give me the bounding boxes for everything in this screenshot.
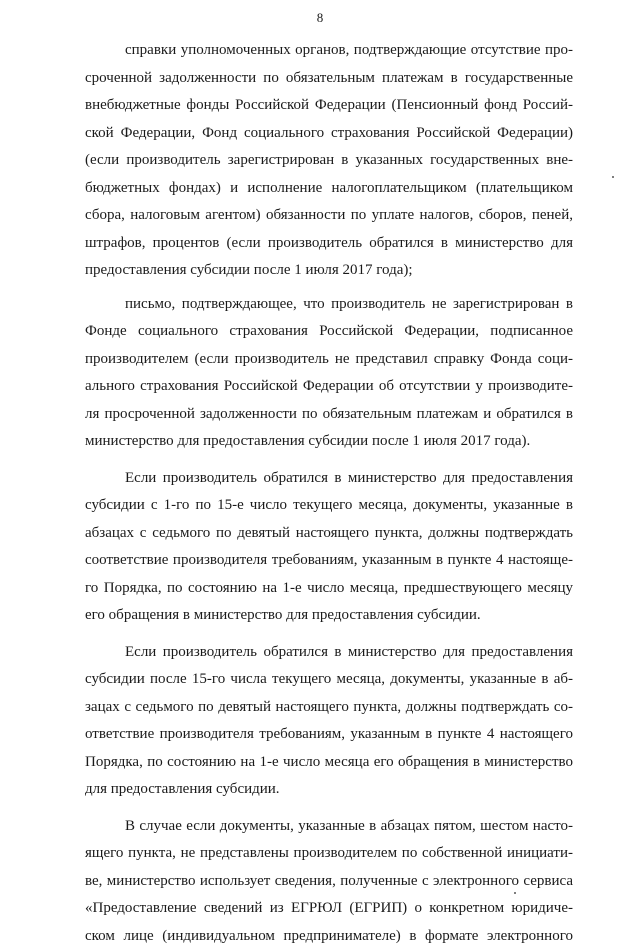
text-line: Порядка, по состоянию на 1-е число месяца его обращения в министерство bbox=[85, 749, 573, 777]
text-line: «Предоставление сведений из ЕГРЮЛ (ЕГРИП) о конкретном юридиче- bbox=[85, 895, 573, 923]
text-line: зацах с седьмого по девятый настоящего пункта, должны подтверждать со- bbox=[85, 694, 573, 722]
text-line: сбора, налоговым агентом) обязанности по уплате налогов, сборов, пеней, bbox=[85, 202, 573, 230]
text-line: В случае если документы, указанные в абзацах пятом, шестом насто- bbox=[85, 813, 573, 841]
text-line: штрафов, процентов (если производитель обратился в министерство для bbox=[85, 230, 573, 258]
paragraph-egrul bbox=[85, 813, 573, 950]
text-line: письмо, подтверждающее, что производитель не зарегистрирован в bbox=[85, 291, 573, 319]
paragraph-certificates bbox=[85, 37, 573, 285]
text-line: для предоставления субсидии. bbox=[85, 776, 573, 804]
text-line: (если производитель зарегистрирован в указанных государственных вне- bbox=[85, 147, 573, 175]
text-line: субсидии после 15-го числа текущего месяца, документы, указанные в аб- bbox=[85, 666, 573, 694]
document-body bbox=[85, 37, 573, 950]
text-line: сроченной задолженности по обязательным платежам в государственные bbox=[85, 65, 573, 93]
paragraph-letter bbox=[85, 291, 573, 456]
text-line: его обращения в министерство для предоставления субсидии. bbox=[85, 602, 573, 630]
text-line: министерство для предоставления субсидии после 1 июля 2017 года). bbox=[85, 428, 573, 456]
text-line: Если производитель обратился в министерство для предоставления bbox=[85, 639, 573, 667]
text-line: производителем (если производитель не представил справку Фонда соци- bbox=[85, 346, 573, 374]
paragraph-late-month bbox=[85, 639, 573, 804]
text-line: соответствие производителя требованиям, указанным в пункте 4 настояще- bbox=[85, 547, 573, 575]
paragraph-early-month bbox=[85, 465, 573, 630]
text-line: го Порядка, по состоянию на 1-е число месяца, предшествующего месяцу bbox=[85, 575, 573, 603]
text-line: внебюджетные фонды Российской Федерации (Пенсионный фонд Россий- bbox=[85, 92, 573, 120]
text-line: Фонде социального страхования Российской Федерации, подписанное bbox=[85, 318, 573, 346]
page-number: 8 bbox=[0, 10, 640, 26]
text-line: ля просроченной задолженности по обязательным платежам и обратился в bbox=[85, 401, 573, 429]
text-line: субсидии с 1-го по 15-е число текущего месяца, документы, указанные в bbox=[85, 492, 573, 520]
scan-speck bbox=[612, 176, 614, 178]
text-line: ве, министерство использует сведения, полученные с электронного сервиса bbox=[85, 868, 573, 896]
text-line: ской Федерации, Фонд социального страхования Российской Федерации) bbox=[85, 120, 573, 148]
scan-speck bbox=[514, 892, 516, 894]
text-line: ответствие производителя требованиям, указанным в пункте 4 настоящего bbox=[85, 721, 573, 749]
text-line: бюджетных фондах) и исполнение налогоплательщиком (плательщиком bbox=[85, 175, 573, 203]
text-line: абзацах с седьмого по девятый настоящего пункта, должны подтверждать bbox=[85, 520, 573, 548]
text-line: ального страхования Российской Федерации об отсутствии у производите- bbox=[85, 373, 573, 401]
text-line: ском лице (индивидуальном предпринимателе) в формате электронного bbox=[85, 923, 573, 950]
text-line: Если производитель обратился в министерство для предоставления bbox=[85, 465, 573, 493]
text-line: ящего пункта, не представлены производителем по собственной инициати- bbox=[85, 840, 573, 868]
text-line: справки уполномоченных органов, подтверждающие отсутствие про- bbox=[85, 37, 573, 65]
text-line: предоставления субсидии после 1 июля 2017 года); bbox=[85, 257, 573, 285]
